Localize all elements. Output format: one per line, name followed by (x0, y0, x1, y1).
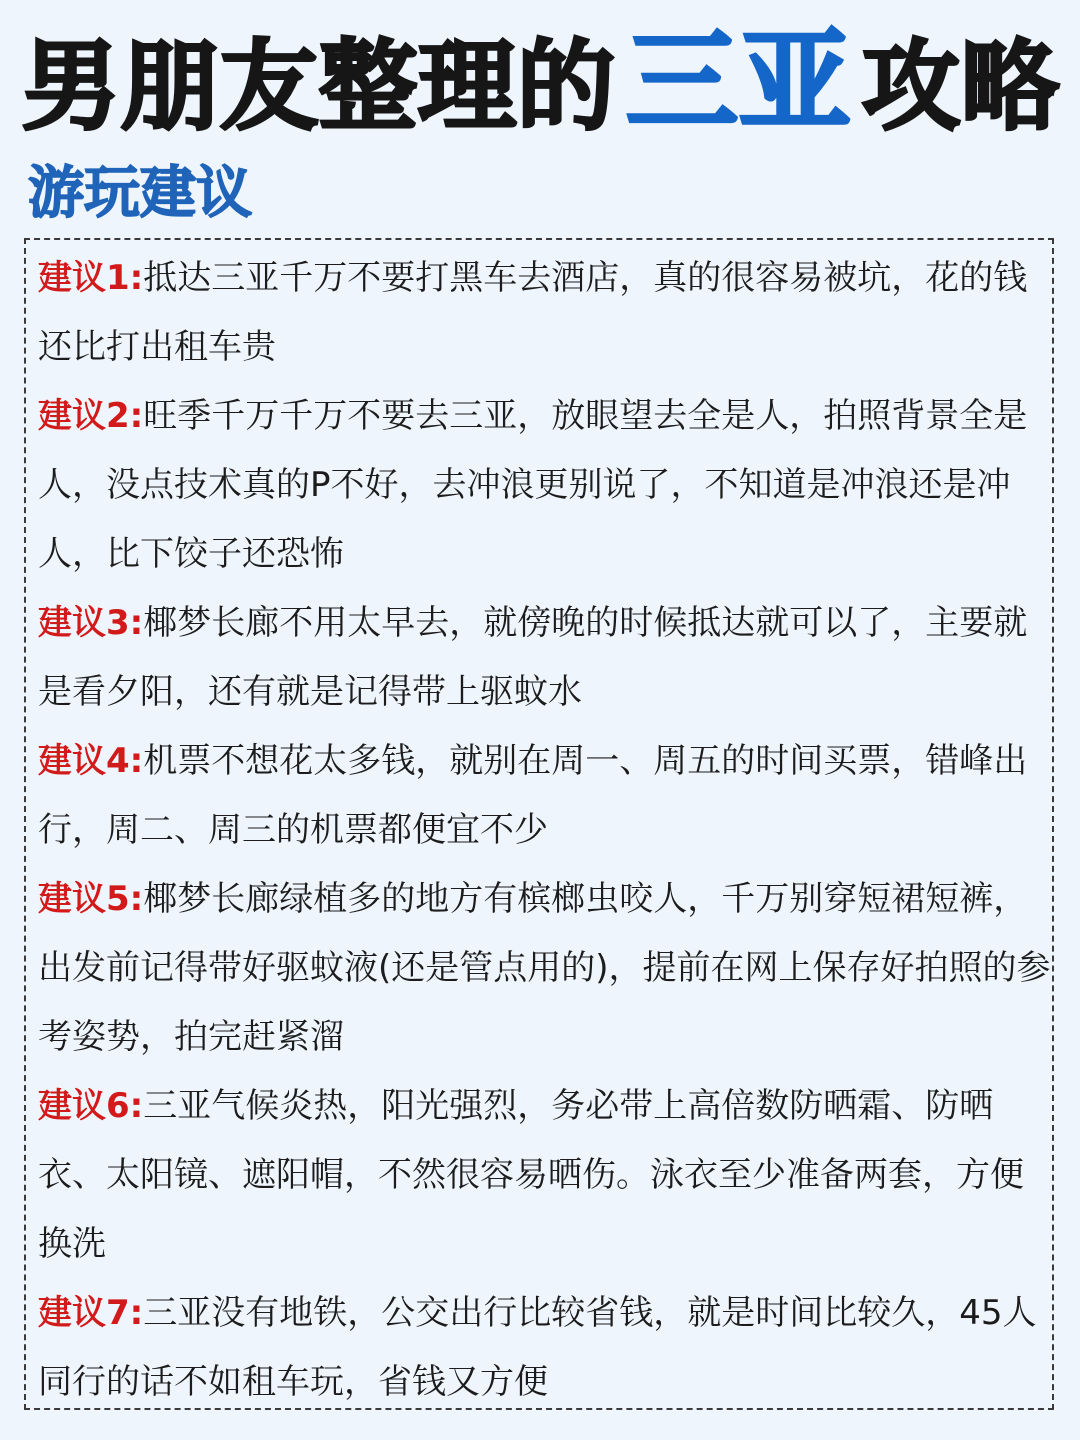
tip-text: 三亚没有地铁，公交出行比较省钱，就是时间比较久，45人同行的话不如租车玩，省钱又方便 (38, 1293, 1037, 1402)
tip-label: 建议1: (38, 258, 144, 298)
tip-item (38, 1279, 1056, 1417)
tip-label: 建议5: (38, 879, 144, 919)
page-title (22, 17, 1062, 147)
tip-text: 三亚气候炎热，阳光强烈，务必带上高倍数防晒霜、防晒衣、太阳镜、遮阳帽，不然很容易晒伤。泳衣至少准备两套，方便换洗 (38, 1086, 1024, 1264)
tip-item (38, 727, 1056, 865)
tip-item (38, 865, 1056, 1072)
tip-text: 椰梦长廊绿植多的地方有槟榔虫咬人，千万别穿短裙短裤，出发前记得带好驱蚊液(还是管点用的)，提前在网上保存好拍照的参考姿势，拍完赶紧溜 (38, 879, 1051, 1057)
tip-text: 机票不想花太多钱，就别在周一、周五的时间买票，错峰出行，周二、周三的机票都便宜不少 (38, 741, 1028, 850)
tip-label: 建议6: (38, 1086, 144, 1126)
tip-text: 旺季千万千万不要去三亚，放眼望去全是人，拍照背景全是人，没点技术真的P不好，去冲浪更别说了，不知道是冲浪还是冲人，比下饺子还恐怖 (38, 396, 1028, 574)
tip-item (38, 1072, 1056, 1279)
tip-label: 建议7: (38, 1293, 144, 1333)
tip-item (38, 382, 1056, 589)
tip-text: 椰梦长廊不用太早去，就傍晚的时候抵达就可以了，主要就是看夕阳，还有就是记得带上驱蚊水 (38, 603, 1028, 712)
page-title-highlight: 三亚 (626, 17, 853, 147)
tip-item (38, 589, 1056, 727)
page-title-part-2: 攻略 (862, 30, 1061, 144)
section-heading: 游玩建议 (28, 161, 252, 226)
tip-label: 建议4: (38, 741, 144, 781)
tip-item (38, 244, 1056, 382)
tip-label: 建议2: (38, 396, 144, 436)
page-title-part-1: 男朋友整理的 (22, 30, 617, 144)
tip-text: 抵达三亚千万不要打黑车去酒店，真的很容易被坑，花的钱还比打出租车贵 (38, 258, 1028, 367)
tip-label: 建议3: (38, 603, 144, 643)
tips-box (24, 238, 1054, 1410)
